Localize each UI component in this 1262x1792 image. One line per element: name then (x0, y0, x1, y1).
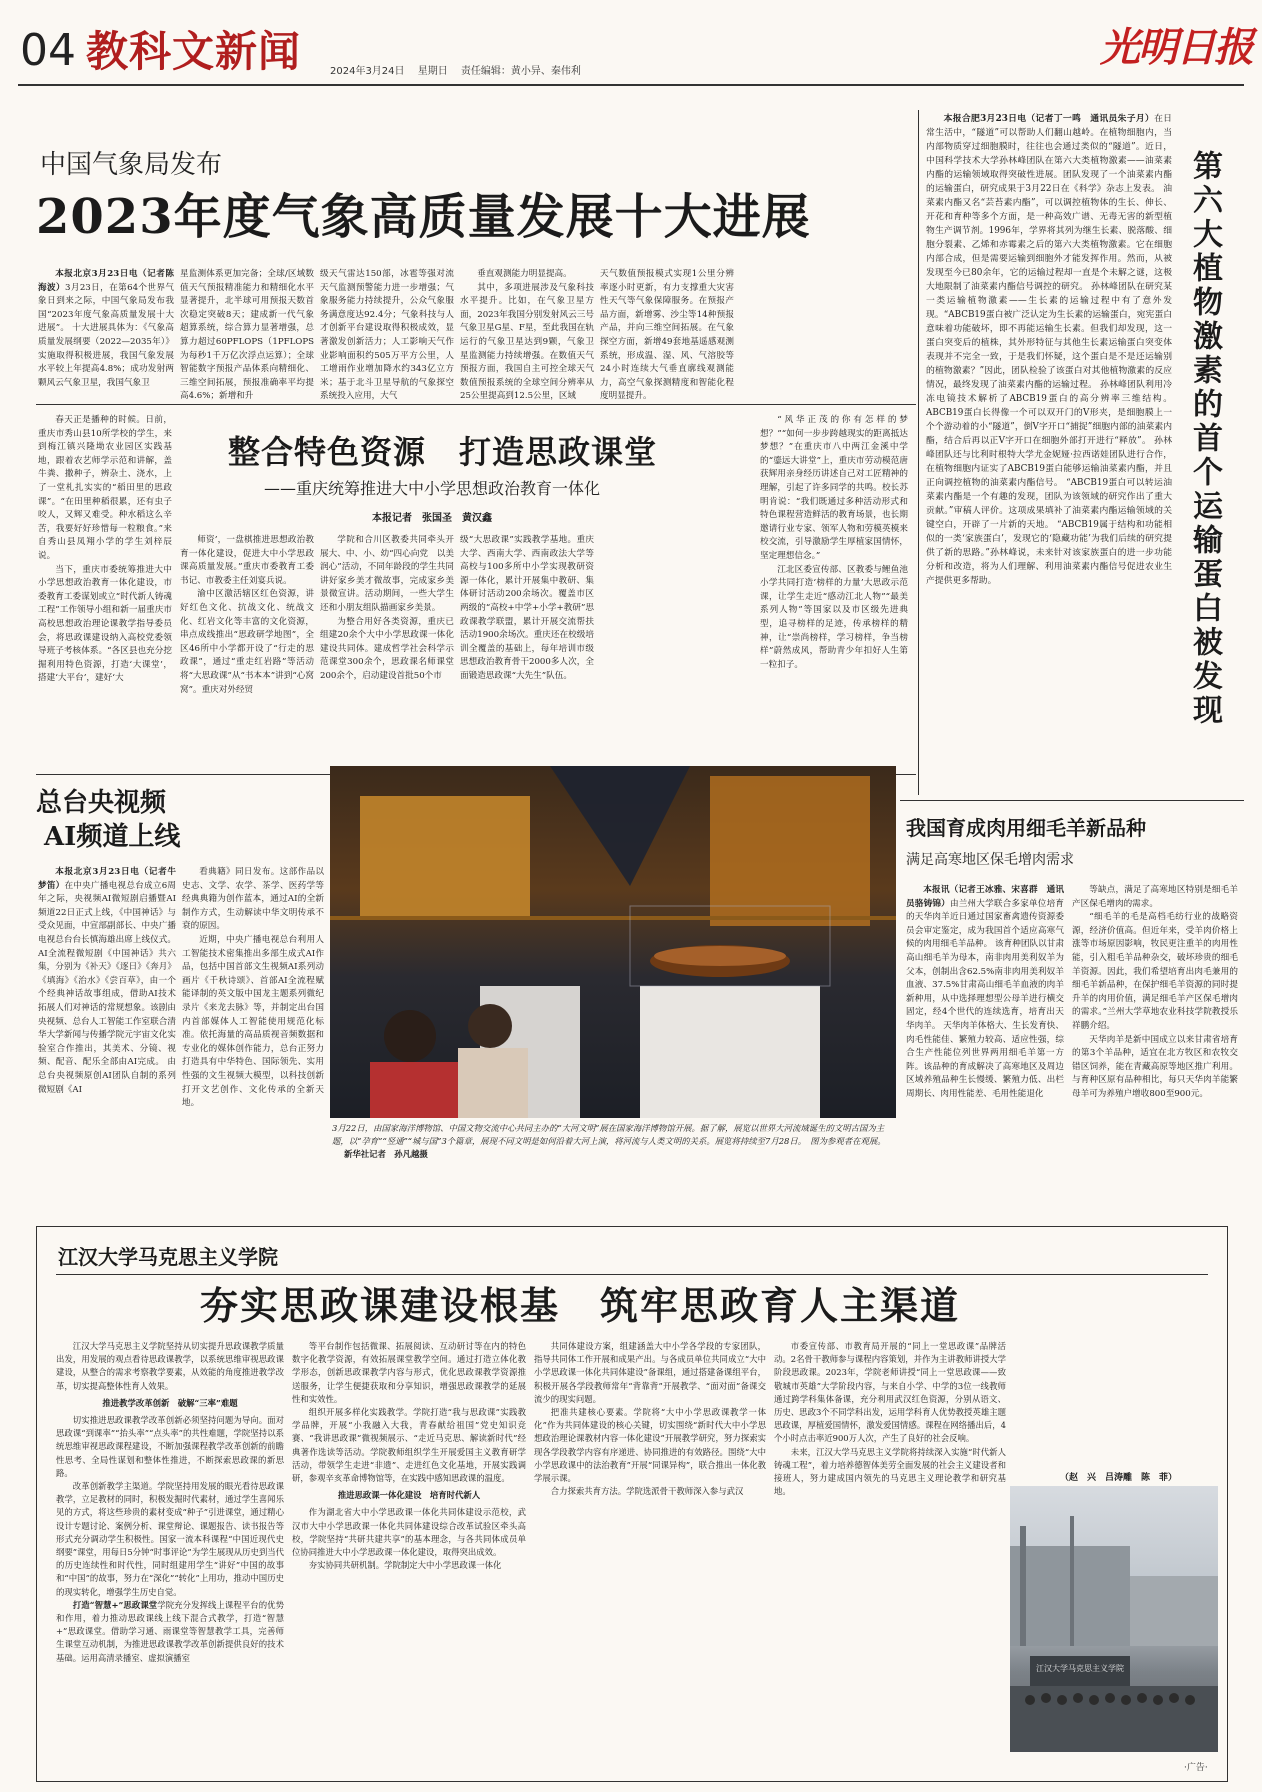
weather-column-5: 天气数值预报模式实现1公里分辨率逐小时更新，有力支撑重大灾害性天气等气象保障服务。在预报产品方面，新增雾、沙尘等14种预报产品，并向三维空间拓展。在气象探空方面，新增49套地基遥感观测系统，形成温、湿、风、气溶胶等24小时连续大气垂直廓线观测能力，高空气象探测精度和智能化程度明显提升。 (600, 269, 734, 402)
jianghan-column-2 (292, 1340, 526, 1770)
sheep-subtitle: 满足高寒地区保毛增肉需求 (906, 852, 1074, 868)
sheep-headline: 我国育成肉用细毛羊新品种 (906, 816, 1146, 840)
weather-column-1 (38, 268, 174, 400)
jianghan-headline: 夯实思政课建设根基 筑牢思政育人主渠道 (200, 1283, 961, 1328)
plant-body (926, 112, 1172, 792)
cctv-column-2: 看典籍》同日发布。这部作品以史志、文学、农学、茶学、医药学等经典典籍为创作蓝本，通过AI的全新制作方式，生动解读中华文明传承不衰的原因。 近期，中央广播电视总台利用人工智能技术密集推出多部生成式AI作品，包括中国首部文生视频AI系列动画片《千秋诗颂》、首部AI全流程赋能译制的英文版中国龙主题系列微纪录片《来龙去脉》等，并制定出台国内首部媒体人工智能使用规范化标准。依托海量的高品质视音频数据和专业化的媒体创作能力，总台正努力打造具有中华特色、国际领先、实用性强的文生视频大模型，以科技创新打开文艺创作、文化传承的全新天地。 (182, 867, 324, 1109)
chongqing-column-2: 学院和合川区教委共同牵头开展大、中、小、幼“四心向党 以美润心”活动，不同年龄段的学生共同讲好家乡美才微故事，完成家乡美景微宣讲。活动期间，一些大学生还和小朋友组队描画家乡美景。 为整合用好各类资源，重庆已组建20余个大中小学思政课一体化建设共同体。建成哲学社会科学示范课堂300余个，思政课名师课堂200余个，启动建设首批50个市 (320, 535, 454, 681)
sheep-top-rule (900, 800, 1244, 801)
photo-caption (332, 1122, 894, 1161)
sheep-column-1 (906, 884, 1064, 1276)
editor-text: 责任编辑：黄小异、秦伟利 (460, 66, 581, 77)
jianghan-column-1 (56, 1340, 284, 1770)
chongqing-headline: 整合特色资源 打造思政课堂 (228, 433, 658, 471)
section-title: 教科文新闻 (86, 27, 302, 76)
weather-bottom-rule (36, 404, 916, 405)
page-number: 04 (20, 25, 76, 76)
campus-photo-art (1010, 1486, 1218, 1752)
jianghan-text-2: 等平台制作包括微课、拓展阅读、互动研讨等在内的特色数字化教学资源，有效拓展课堂教学空间。通过打造立体化教学形态，创新思政课教学内容与形式，优化思政课教学资源推送服务，让学生便捷获取和分享知识，增强思政课教学的延展性和实效性。 组织开展多样化实践教学。学院打造“我与思政课”实践教学品牌，开展“小我融入大我，青春献给祖国”党史知识竞赛、“我讲思政课”微视频展示、“走近马克思、解读新时代”经典著作选读等活动。学院教师组织学生开展爱国主义教育研学活动，带领学生走进“非遗”、走进红色文化基地，开展实践调研，参观辛亥革命博物馆等，在实践中感知思政课的温度。 (292, 1341, 526, 1484)
museum-photo-art (330, 766, 896, 1118)
cctv-title-line-1: 总台央视频 (36, 788, 167, 818)
cctv-headline (36, 786, 180, 854)
ad-label: ·广告· (1184, 1763, 1208, 1773)
jianghan-subhead-3: 推进思政课一体化建设 培育时代新人 (337, 1490, 481, 1501)
jianghan-subhead-2: 打造“智慧+”思政课堂 (72, 1599, 158, 1610)
sheep-text-1: 由兰州大学联合多家单位培育的天华肉羊近日通过国家畜禽遗传资源委员会审定鉴定，成为我国首个适应高寒气候的肉用细毛羊品种。 该育种团队以甘肃高山细毛羊为母本，南非肉用美利奴羊为父本，创制出含62.5%南非肉用美利奴羊血液、37.5%甘肃高山细毛羊血液的肉羊新种用，从中选择理想型公母羊进行横交固定，经4个世代的连续选育，培育出天华肉羊。 天华肉羊体格大、生长发育快、肉毛性能佳、繁殖力较高、适应性强，综合生产性能位列世界两用细毛羊第一方阵。该品种的育成解决了高寒地区及周边区域养殖品种生长慢缓、繁殖力低、出栏周期长、肉用性能差、毛用性能退化 (906, 898, 1064, 1099)
plant-left-rule (918, 110, 919, 795)
campus-photo (1010, 1486, 1218, 1752)
jianghan-text-1: 切实推进思政课教学改革创新必须坚持问题为导向。面对思政课“到课率”“抬头率”“点头率”的共性难题，学院坚持以系统思维审视思政课程建设，不断加强课程教学改革创新的前瞻性思考、全局性谋划和整体性推进，不断探索思政课的新思路。 改革创新教学主渠道。学院坚持用发展的眼光看待思政课教学，立足教材的同时，积极发掘时代素材，通过学生喜闻乐见的方式，将这些珍贵的素材变成“种子”引进课堂，通过精心设计专题讨论、案例分析、课堂辩论、课题报告、读书报告等形式充分调动学生积极性。国家一流本科课程“中国近现代史纲要”课堂，用每日5分钟“时事评论”为学生展现从历史到当代的历史连续性和时代性，同时组建用学生“讲好”中国的故事和“中国”的故事，努力在“深化”“转化”上用功，推动中国历史的现实转化，增强学生历史自觉。 (56, 1415, 284, 1597)
sheep-column-2: 等缺点，满足了高寒地区特别是细毛羊产区保毛增肉的需求。 “细毛羊的毛是高档毛纺行业的战略资源，经济价值高。但近年来，受羊肉价格上涨等市场原因影响，牧民更注重羊的肉用性能，引入粗毛羊品种杂交，破坏珍贵的细毛羊资源。因此，我们希望培育出肉毛兼用的细毛羊新品种，在保护细毛羊资源的同时提升羊的肉用价值，满足细毛羊产区保毛增肉的需求。”兰州大学草地农业科技学院教授乐祥鹏介绍。 天华肉羊是新中国成立以来甘肃省培育的第3个羊品种，适宜在北方牧区和农牧交错区饲养，能在青藏高原等地区推广利用。与育种区原有品种相比，每只天华肉羊能繁母羊可为养殖户增收800至900元。 (1072, 885, 1238, 1099)
date-text: 2024年3月24日 (330, 66, 405, 77)
weather-headline: 2023年度气象高质量发展十大进展 (36, 189, 811, 245)
jianghan-column-4: 市委宣传部、市教育局开展的“同上一堂思政课”品牌活动。2名骨干教师参与课程内容策划，并作为主讲教师讲授大学阶段思政课。2023年，学院老师讲授“同上一堂思政课——致敬城市英雄”大学阶段内容，与来自小学、中学的3位一线教师通过跨学科集体备课，充分利用武汉红色资源，分别从语文、历史、思政3个不同学科出发，运用学科育人优势教授英雄主题思政课，厚植爱国情怀，激发爱国情感。课程在网络播出后，4个小时点击率近900万人次，产生了良好的社会反响。 未来，江汉大学马克思主义学院将持续深入实施“时代新人铸魂工程”，着力培养德智体美劳全面发展的社会主义建设者和接班人，努力建成国内领先的马克思主义理论教学和研究基地。 (774, 1341, 1006, 1497)
museum-photo (330, 766, 896, 1118)
chongqing-lead: 春天正是播种的时候。日前，重庆市秀山县10所学校的学生，来到梅江镇兴隆坳农业园区实践基地，跟着农艺师学示范和讲解，盖牛粪、撒种子，辨杂土、浇水，上了一堂札扎实实的“稻田里的思政课”。“在田里种稻很累，还有虫子咬人，又辉又难受。种水稻这么辛苦，我要好好珍惜每一粒粮食。”来自秀山县凤翔小学的学生刘梓辰说。 当下，重庆市委统筹推进大中小学思想政治教育一体化建设，市委教育工委谋划或立“时代新人铸魂工程”工作领导小组和新一届重庆市高校思想政治理论课教学指导委员会，将思政课建设纳入高校党委领导班子考核体系。“各区县也充分挖掘利用特色资源，打造‘大课堂’，搭建‘大平台’，建好‘大 (38, 415, 172, 684)
weather-column-4: 垂直观测能力明显提高。 其中，多项进展涉及气象科技水平提升。比如，在气象卫星方面，2023年我国分别发射风云三号气象卫星G星、F星，至此我国在轨运行的气象卫星达到9颗，气象卫星监测能力持续增强。在数值天气预报方面，我国自主可控全球天气数值预报系统的全球空间分辨率从25公里提高到12.5公里，区域 (460, 269, 594, 402)
chongqing-byline: 本报记者 张国圣 黄汉鑫 (372, 513, 492, 524)
weather-column-3: 级天气雷达150部，冰雹等强对流天气监测预警能力进一步增强；气象服务能力持续提升，公众气象服务满意度达92.4分；气象科技与人才创新平台建设取得积极成效，显著激发创新活力；人工影响天气作业影响面积约505万平方公里，人工增雨作业增加降水约343亿立方米；基于北斗卫星导航的气象探空系统投入应用，大气 (320, 269, 454, 402)
jianghan-subhead-1: 推进教学改革创新 破解“三率”难题 (102, 1397, 238, 1408)
cctv-title-line-2: AI频道上线 (44, 822, 181, 852)
weather-column-2: 星监测体系更加完备；全球/区域数值天气预报精准能力和精细化水平显著提升，北半球可用预报天数首次稳定突破8天；建成新一代气象超算系统，综合算力显著增强，总算力超过60PFLOPS（1PFLOPS为每秒1千万亿次浮点运算）；全球智能数字预报产品体系向精细化、三维空间拓展，预报准确率平均提高4.6%；新增和升 (180, 269, 314, 402)
weather-byline: 本报北京3月23日电（记者陈海波） (38, 269, 174, 293)
plant-text: 在日常生活中，“隧道”可以帮助人们翻山越岭。在植物细胞内，当内部物质穿过细胞膜时，往往也会通过类似的“隧道”。近日，中国科学技术大学孙林峰团队在第六大类植物激素——油菜素内酯的运输领域取得突破性进展。团队发现了一个油菜素内酯的运输蛋白，研究成果于3月22日在《科学》杂志上发表。 油菜素内酯又名“芸苔素内酯”，可以调控植物体的生长、伸长、开花和育种等多个方面，是一种高效广谱、无毒无害的新型植物生产调节剂。1996年，学界将其列为继生长素、脱落酸、细胞分裂素、乙烯和赤霉素之后的第六大类植物激素。它在细胞内部合成，但是需要运输到细胞外才能发挥作用。然而，从被发现至今已80余年，它的运输过程却一直是个未解之谜，这极大地限制了油菜素内酯信号调控的研究。 孙林峰团队在研究某一类运输植物激素——生长素的运输过程中有了意外发现。“ABCB19蛋白被广泛认定为生长素的运输蛋白，宛宪蛋白意味着功能破坏，即不再能运输生长素。但我们却发现，这一蛋白突变后的植株，其外形特征与其他生长素运输蛋白突变体表现并不完全一致，于是我们怀疑，这个蛋白是不是还运输别的植物激素？”因此，团队检验了该蛋白对其他植物激素的反应情况，最终发现了油菜素内酯的运输过程。 孙林峰团队利用冷冻电镜技术解析了ABCB19蛋白的高分辨率三维结构。ABCB19蛋白长得像一个可以双开门的V形夹，是细胞膜上一个个游动着的小“隧道”，倒V字开口“捕捉”细胞内部的油菜素内酯，结合后再以正V字开口在细胞外部打开进行“释放”。 孙林峰团队还与比利时根特大学尤金妮娅·拉西诺娃团队进行合作，在植物细胞内证实了ABCB19蛋白能够运输油菜素内酯，并且正向调控植物的油菜素内酯信号。 “ABCB19蛋白可以转运油菜素内酯是一个有趣的发现，团队为该领域的研究作出了重大贡献。”审稿人评价。这项成果填补了油菜素内酯运输领域的关键空白，开辟了一片新的天地。 “ABCB19属于结构和功能相似的一类‘家族蛋白’，发现它的‘隐藏功能’为我们后续的研究提供了新的思路。”孙林峰说，未来针对该家族蛋白的进一步功能分析和改造，将为人们理解、利用油菜素内酯信号促进农业生产提供更多帮助。 (926, 114, 1172, 586)
photo-credit: 新华社记者 孙凡越摄 (344, 1149, 428, 1159)
cctv-text-1: 在中央广播电视总台成立6周年之际，央视频AI微短剧启播暨AI频道22日正式上线，《中国神话》与受众见面，中宣部副部长、中央广播电视总台台长慎海雄出席上线仪式。 AI全流程微短剧《中国神话》共六集，分别为《补天》《逐日》《奔月》《填海》《治水》《尝百草》，由一个个经典神话故事组成，借助AI技术拓展人们对神话的常规想象。该剧由央视频、总台人工智能工作室联合清华大学新闻与传播学院元宇宙文化实验室合作推出，其美术、分镜、视频、配音、配乐全部由AI完成。 由总台央视频原创AI团队自制的系列微短剧《AI (38, 880, 176, 1095)
cctv-column-1 (38, 866, 176, 1278)
newspaper-logo: 光明日报 (1100, 24, 1252, 71)
jianghan-text-2b: 作为湖北省大中小学思政课一体化共同体建设示范校，武汉市大中小学思政课一体化共同体建设综合改革试验区牵头高校，学院坚持“共研共建共享”的基本理念，与各共同体成员单位协同推进大中小学思政课一体化建设，取得突出成效。 夯实协同共研机制。学院制定大中小学思政课一体化 (292, 1507, 526, 1571)
chongqing-column-3: 级“大思政课”实践教学基地。重庆大学、西南大学、西南政法大学等高校与100多所中小学实现教研资源一体化，累计开展集中教研、集体研讨活动200余场次。覆盖市区两级的“高校+中学+小学+教研”思政课教学联盟，累计开展交流帮扶活动1900余场次。重庆还在校级培训全覆盖的基础上，每年培训市级思想政治教育骨干2000多人次，全面锻造思政课“大先生”队伍。 (460, 535, 594, 681)
jianghan-authors: （赵 兴 吕涛雕 陈 菲） (1060, 1473, 1178, 1483)
plant-headline: 第六大植物激素的首个运输蛋白被发现 (1187, 150, 1222, 728)
sheep-byline: 本报讯（记者王冰雅、宋喜群 通讯员骆铸锦） (906, 885, 1064, 909)
weekday-text: 星期日 (417, 66, 448, 77)
weather-text-1: 3月23日，在第64个世界气象日到来之际，中国气象局发布我国“2023年度气象高质量发展十大进展”。 十大进展具体为：《气象高质量发展纲要（2022—2035年）》实施取得积极进展，我国气象发展水平较上年提高4.8%；成功发射两颗风云气象卫星，我国气象卫 (38, 282, 174, 388)
jianghan-header-rule (56, 1274, 1208, 1275)
jianghan-column-3: 共同体建设方案，组建涵盖大中小学各学段的专家团队，指导共同体工作开展和成果产出。与各成员单位共同成立“大中小学思政课一体化共同体建设”备课组，通过搭建备课组平台，积极开展各学段教师常年“背靠背”开展教学、“面对面”备课交流少的现实问题。 把准共建核心要素。学院将“大中小学思政课教学一体化”作为共同体建设的核心关键，切实围绕“新时代大中小学思想政治理论课教材内容一体化建设”开展教学研究，努力探索实现各学段教学内容有序递进、协同推进的有效路径。围绕“大中小学思政课中的法治教育”开展“同课异构”，联合推出一体化教学展示课。 合力探索共育方法。学院选派骨干教师深入参与武汉 (534, 1341, 766, 1497)
chongqing-column-1: 师资’，一盘棋推进思想政治教育一体化建设，促进大中小学思政课高质量发展。”重庆市委教育工委书记、市教委主任刘宴兵说。 渝中区激活辖区红色资源，讲好红色文化、抗战文化、统战文化、红岩文化等丰富的文化资源，串点成线推出“思政研学地图”，全区46所中小学都开设了“行走的思政课”，通过“重走红岩路”等活动将“大思政课”从“书本本”讲到“心窝窝”。重庆对外经贸 (180, 535, 314, 695)
cctv-byline: 本报北京3月23日电（记者牛梦笛） (38, 867, 176, 891)
chongqing-subtitle: ——重庆统筹推进大中小学思想政治教育一体化 (264, 479, 601, 498)
masthead-rule (18, 84, 1244, 86)
campus-banner: 江汉大学马克思主义学院 (1036, 1664, 1124, 1673)
issue-date (330, 62, 581, 77)
jianghan-text-1b: 学院充分发挥线上课程平台的优势和作用，着力推动思政课线上线下混合式教学，打造“智慧+”思政课堂。借助学习通、雨课堂等智慧教学工具，完善师生课堂互动机制，为推进思政课教学改革创新提供良好的技术基础。运用高清录播室、虚拟演播室 (56, 1599, 284, 1663)
photo-caption-text: 3月22日，由国家海洋博物馆、中国文物交流中心共同主办的“大河文明”展在国家海洋博物馆开展。据了解，展览以世界大河流域诞生的文明古国为主题，以“孕育”“竖通”“城与国”3个篇章，展现不同文明是如何沿着大河上演，将河流与人类文明的关系。展览将持续至7月28日。 图为参观者在观展。 (332, 1123, 886, 1146)
plant-byline: 本报合肥3月23日电（记者丁一鸣 通讯员朱子月） (943, 114, 1155, 124)
weather-kicker: 中国气象局发布 (40, 150, 223, 180)
chongqing-column-4: “风华正茂的你有怎样的梦想？”“如何一步步跨越现实的距离抵达梦想？”在重庆市八中两江金溪中学的“鎏远大讲堂”上，重庆市劳动模范唐获辉用亲身经历讲述自己对工匠精神的理解，引起了许多同学的共鸣。校长苏明肯说：“我们既通过多种活动形式和特色课程营造鲜活的教育场景，也长期邀请行业专家、领军人物和劳模英模来校交流，引导激励学生厚植家国情怀，坚定理想信念。” 江北区委宣传部、区教委与鲤鱼池小学共同打造‘榜样的力量’大思政示范课，让学生走近“感动江北人物”“最美系列人物”等国家以及市区级先进典型，追寻榜样的足迹，传承榜样的精神，让“崇尚榜样，学习榜样，争当榜样”蔚然成风，帮助青少年扣好人生第一粒扣子。 (760, 415, 908, 670)
jianghan-intro: 江汉大学马克思主义学院坚持从切实提升思政课教学质量出发，用发展的观点看待思政课教学，以系统思维审视思政课建设，从整合的需求考察教学要素，从效能的角度推进教学改革，切实提高整体性育人效果。 (56, 1341, 284, 1391)
jianghan-header: 江汉大学马克思主义学院 (58, 1245, 278, 1269)
